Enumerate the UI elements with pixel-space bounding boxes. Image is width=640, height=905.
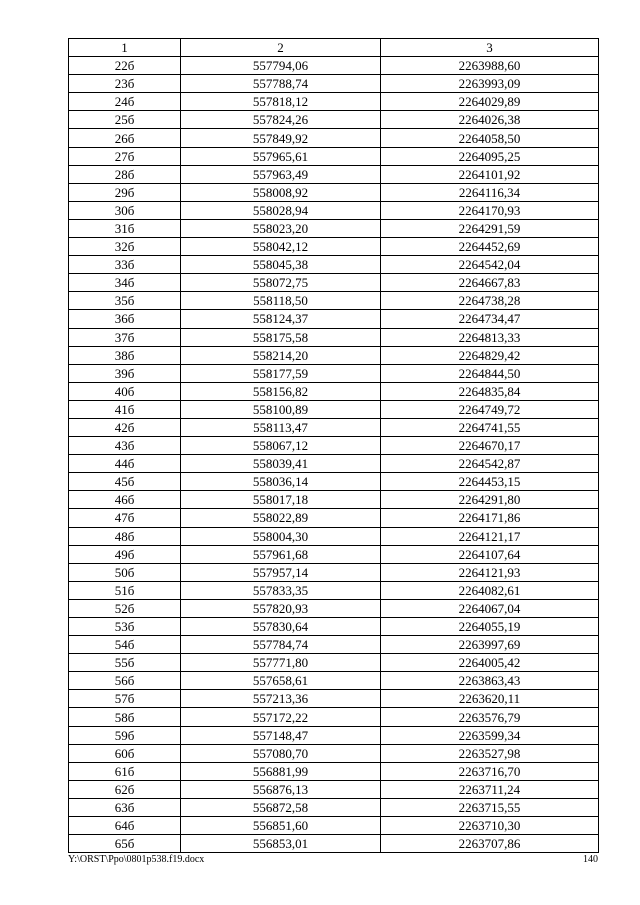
point-number-cell: 64б [69, 817, 181, 835]
table-row [69, 780, 599, 798]
point-number-cell: 27б [69, 147, 181, 165]
table-row [69, 473, 599, 491]
point-number-cell: 52б [69, 599, 181, 617]
x-coordinate-cell: 557794,06 [181, 57, 381, 75]
x-coordinate-cell: 557818,12 [181, 93, 381, 111]
y-coordinate-cell: 2264741,55 [381, 418, 599, 436]
x-coordinate-cell: 557961,68 [181, 545, 381, 563]
point-number-cell: 55б [69, 654, 181, 672]
point-number-cell: 25б [69, 111, 181, 129]
table-row [69, 165, 599, 183]
table-row [69, 744, 599, 762]
point-number-cell: 39б [69, 364, 181, 382]
y-coordinate-cell: 2264813,33 [381, 328, 599, 346]
point-number-cell: 44б [69, 455, 181, 473]
y-coordinate-cell: 2264667,83 [381, 274, 599, 292]
table-row [69, 328, 599, 346]
point-number-cell: 65б [69, 835, 181, 853]
x-coordinate-cell: 557824,26 [181, 111, 381, 129]
table-row [69, 545, 599, 563]
table-row [69, 418, 599, 436]
x-coordinate-cell: 556851,60 [181, 817, 381, 835]
point-number-cell: 26б [69, 129, 181, 147]
table-row [69, 437, 599, 455]
point-number-cell: 24б [69, 93, 181, 111]
x-coordinate-cell: 558214,20 [181, 346, 381, 364]
x-coordinate-cell: 557963,49 [181, 165, 381, 183]
y-coordinate-cell: 2263988,60 [381, 57, 599, 75]
x-coordinate-cell: 557148,47 [181, 726, 381, 744]
table-row [69, 129, 599, 147]
x-coordinate-cell: 557788,74 [181, 75, 381, 93]
point-number-cell: 33б [69, 256, 181, 274]
x-coordinate-cell: 558100,89 [181, 400, 381, 418]
x-coordinate-cell: 557830,64 [181, 618, 381, 636]
y-coordinate-cell: 2263599,34 [381, 726, 599, 744]
x-coordinate-cell: 558039,41 [181, 455, 381, 473]
y-coordinate-cell: 2264542,87 [381, 455, 599, 473]
table-row [69, 183, 599, 201]
x-coordinate-cell: 557784,74 [181, 636, 381, 654]
point-number-cell: 62б [69, 780, 181, 798]
table-row [69, 219, 599, 237]
y-coordinate-cell: 2264452,69 [381, 238, 599, 256]
y-coordinate-cell: 2264835,84 [381, 382, 599, 400]
x-coordinate-cell: 556881,99 [181, 762, 381, 780]
point-number-cell: 43б [69, 437, 181, 455]
point-number-cell: 47б [69, 509, 181, 527]
point-number-cell: 38б [69, 346, 181, 364]
y-coordinate-cell: 2264095,25 [381, 147, 599, 165]
y-coordinate-cell: 2264121,17 [381, 527, 599, 545]
y-coordinate-cell: 2263707,86 [381, 835, 599, 853]
table-row [69, 563, 599, 581]
point-number-cell: 53б [69, 618, 181, 636]
point-number-cell: 40б [69, 382, 181, 400]
table-row [69, 364, 599, 382]
x-coordinate-cell: 557833,35 [181, 581, 381, 599]
x-coordinate-cell: 558177,59 [181, 364, 381, 382]
table-row [69, 599, 599, 617]
x-coordinate-cell: 558067,12 [181, 437, 381, 455]
y-coordinate-cell: 2264082,61 [381, 581, 599, 599]
table-row [69, 310, 599, 328]
y-coordinate-cell: 2263576,79 [381, 708, 599, 726]
y-coordinate-cell: 2264844,50 [381, 364, 599, 382]
point-number-cell: 57б [69, 690, 181, 708]
table-row [69, 798, 599, 816]
y-coordinate-cell: 2263863,43 [381, 672, 599, 690]
point-number-cell: 63б [69, 798, 181, 816]
x-coordinate-cell: 556876,13 [181, 780, 381, 798]
point-number-cell: 41б [69, 400, 181, 418]
x-coordinate-cell: 557849,92 [181, 129, 381, 147]
y-coordinate-cell: 2263993,09 [381, 75, 599, 93]
x-coordinate-cell: 558113,47 [181, 418, 381, 436]
point-number-cell: 59б [69, 726, 181, 744]
x-coordinate-cell: 558036,14 [181, 473, 381, 491]
y-coordinate-cell: 2263997,69 [381, 636, 599, 654]
y-coordinate-cell: 2263711,24 [381, 780, 599, 798]
point-number-cell: 30б [69, 201, 181, 219]
table-row [69, 75, 599, 93]
x-coordinate-cell: 558045,38 [181, 256, 381, 274]
point-number-cell: 42б [69, 418, 181, 436]
table-row [69, 581, 599, 599]
x-coordinate-cell: 558118,50 [181, 292, 381, 310]
y-coordinate-cell: 2264029,89 [381, 93, 599, 111]
y-coordinate-cell: 2264670,17 [381, 437, 599, 455]
point-number-cell: 22б [69, 57, 181, 75]
table-row [69, 817, 599, 835]
y-coordinate-cell: 2264026,38 [381, 111, 599, 129]
table-row [69, 292, 599, 310]
point-number-cell: 56б [69, 672, 181, 690]
table-row [69, 93, 599, 111]
x-coordinate-cell: 558124,37 [181, 310, 381, 328]
point-number-cell: 34б [69, 274, 181, 292]
x-coordinate-cell: 558042,12 [181, 238, 381, 256]
table-row [69, 382, 599, 400]
table-row [69, 726, 599, 744]
table-row [69, 400, 599, 418]
point-number-cell: 50б [69, 563, 181, 581]
y-coordinate-cell: 2264067,04 [381, 599, 599, 617]
point-number-cell: 54б [69, 636, 181, 654]
y-coordinate-cell: 2264116,34 [381, 183, 599, 201]
x-coordinate-cell: 557771,80 [181, 654, 381, 672]
x-coordinate-cell: 558028,94 [181, 201, 381, 219]
y-coordinate-cell: 2263716,70 [381, 762, 599, 780]
point-number-cell: 32б [69, 238, 181, 256]
x-coordinate-cell: 557658,61 [181, 672, 381, 690]
x-coordinate-cell: 557213,36 [181, 690, 381, 708]
table-row [69, 147, 599, 165]
y-coordinate-cell: 2264734,47 [381, 310, 599, 328]
point-number-cell: 58б [69, 708, 181, 726]
point-number-cell: 29б [69, 183, 181, 201]
table-row [69, 708, 599, 726]
x-coordinate-cell: 557957,14 [181, 563, 381, 581]
table-row [69, 762, 599, 780]
table-row [69, 690, 599, 708]
point-number-cell: 28б [69, 165, 181, 183]
point-number-cell: 31б [69, 219, 181, 237]
table-row [69, 509, 599, 527]
table-row [69, 455, 599, 473]
y-coordinate-cell: 2263620,11 [381, 690, 599, 708]
y-coordinate-cell: 2264055,19 [381, 618, 599, 636]
footer-file-path: Y:\ORST\Ppo\0801p538.f19.docx [68, 854, 205, 865]
point-number-cell: 35б [69, 292, 181, 310]
table-row [69, 111, 599, 129]
y-coordinate-cell: 2264453,15 [381, 473, 599, 491]
point-number-cell: 37б [69, 328, 181, 346]
point-number-cell: 48б [69, 527, 181, 545]
y-coordinate-cell: 2263715,55 [381, 798, 599, 816]
table-row [69, 636, 599, 654]
y-coordinate-cell: 2264738,28 [381, 292, 599, 310]
point-number-cell: 45б [69, 473, 181, 491]
point-number-cell: 61б [69, 762, 181, 780]
y-coordinate-cell: 2264121,93 [381, 563, 599, 581]
y-coordinate-cell: 2263527,98 [381, 744, 599, 762]
table-body [69, 57, 599, 853]
y-coordinate-cell: 2264291,59 [381, 219, 599, 237]
y-coordinate-cell: 2264542,04 [381, 256, 599, 274]
x-coordinate-cell: 558156,82 [181, 382, 381, 400]
column-header-2: 2 [181, 39, 381, 57]
table-row [69, 201, 599, 219]
x-coordinate-cell: 558008,92 [181, 183, 381, 201]
table-row [69, 654, 599, 672]
table-row [69, 491, 599, 509]
table-header-row [69, 39, 599, 57]
y-coordinate-cell: 2264005,42 [381, 654, 599, 672]
page-number: 140 [583, 854, 598, 865]
x-coordinate-cell: 556872,58 [181, 798, 381, 816]
x-coordinate-cell: 556853,01 [181, 835, 381, 853]
x-coordinate-cell: 557080,70 [181, 744, 381, 762]
table-row [69, 618, 599, 636]
y-coordinate-cell: 2263710,30 [381, 817, 599, 835]
table-row [69, 672, 599, 690]
table-row [69, 527, 599, 545]
y-coordinate-cell: 2264829,42 [381, 346, 599, 364]
point-number-cell: 60б [69, 744, 181, 762]
y-coordinate-cell: 2264749,72 [381, 400, 599, 418]
table-row [69, 346, 599, 364]
column-header-1: 1 [69, 39, 181, 57]
y-coordinate-cell: 2264101,92 [381, 165, 599, 183]
x-coordinate-cell: 558023,20 [181, 219, 381, 237]
x-coordinate-cell: 558072,75 [181, 274, 381, 292]
coordinates-table [68, 38, 599, 853]
y-coordinate-cell: 2264170,93 [381, 201, 599, 219]
x-coordinate-cell: 557820,93 [181, 599, 381, 617]
x-coordinate-cell: 558017,18 [181, 491, 381, 509]
column-header-3: 3 [381, 39, 599, 57]
point-number-cell: 46б [69, 491, 181, 509]
table-row [69, 256, 599, 274]
y-coordinate-cell: 2264171,86 [381, 509, 599, 527]
y-coordinate-cell: 2264058,50 [381, 129, 599, 147]
table-row [69, 238, 599, 256]
x-coordinate-cell: 557172,22 [181, 708, 381, 726]
point-number-cell: 51б [69, 581, 181, 599]
y-coordinate-cell: 2264291,80 [381, 491, 599, 509]
point-number-cell: 49б [69, 545, 181, 563]
x-coordinate-cell: 558004,30 [181, 527, 381, 545]
x-coordinate-cell: 557965,61 [181, 147, 381, 165]
x-coordinate-cell: 558022,89 [181, 509, 381, 527]
y-coordinate-cell: 2264107,64 [381, 545, 599, 563]
point-number-cell: 23б [69, 75, 181, 93]
table-row [69, 274, 599, 292]
table-row [69, 57, 599, 75]
point-number-cell: 36б [69, 310, 181, 328]
x-coordinate-cell: 558175,58 [181, 328, 381, 346]
table-row [69, 835, 599, 853]
